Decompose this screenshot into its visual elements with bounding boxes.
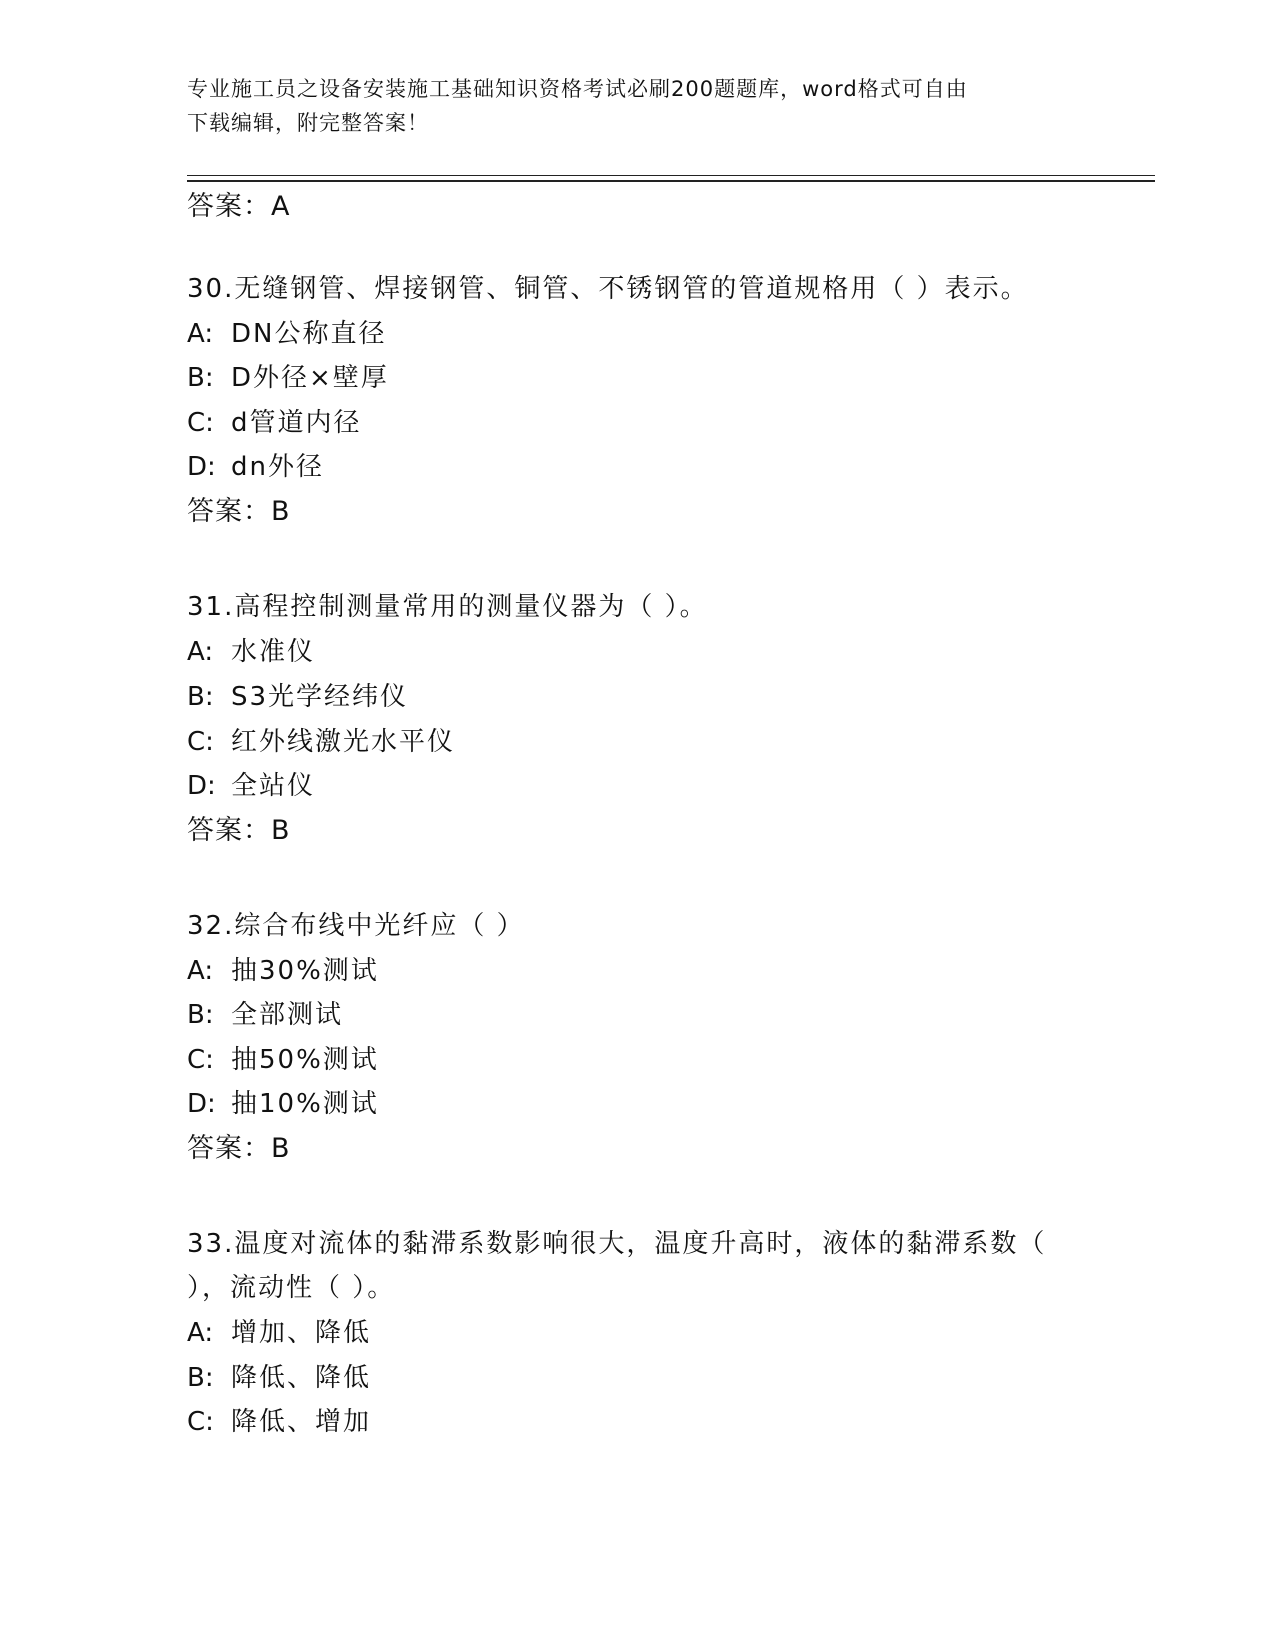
option-text: d管道内径 (231, 408, 362, 438)
question-33-option-b (187, 1361, 371, 1395)
option-text: 降低、增加 (231, 1407, 372, 1437)
option-text: DN公称直径 (231, 319, 387, 349)
answer-q29: 答案：A (187, 191, 291, 222)
option-text: 增加、降低 (231, 1318, 372, 1348)
question-30-option-a (187, 317, 386, 351)
option-key: A: (187, 1318, 214, 1348)
question-33-option-a (187, 1316, 371, 1350)
option-key: B: (187, 1000, 214, 1030)
option-key: B: (187, 682, 214, 712)
option-text: 抽10%测试 (231, 1089, 379, 1119)
option-key: D: (187, 1089, 216, 1119)
question-30-stem: 30.无缝钢管、焊接钢管、铜管、不锈钢管的管道规格用（ ）表示。 (187, 274, 1029, 304)
option-text: 降低、降低 (231, 1363, 372, 1393)
header-divider-thin (187, 175, 1155, 176)
option-key: A: (187, 637, 214, 667)
question-31-option-d (187, 769, 315, 803)
question-31-option-a (187, 635, 315, 669)
answer-q32: 答案：B (187, 1133, 291, 1164)
option-key: C: (187, 727, 214, 757)
answer-q31: 答案：B (187, 815, 291, 846)
option-text: S3光学经纬仪 (231, 682, 409, 712)
question-32-option-a (187, 954, 379, 988)
option-key: A: (187, 956, 214, 986)
question-33-option-c (187, 1405, 371, 1439)
header-divider-thick (187, 180, 1155, 182)
option-text: 抽30%测试 (231, 956, 379, 986)
question-30-option-c (187, 406, 362, 440)
question-32-stem: 32.综合布线中光纤应（ ） (187, 911, 525, 941)
question-32-option-b (187, 998, 343, 1032)
option-text: 水准仪 (231, 637, 316, 667)
option-key: D: (187, 771, 216, 801)
question-33-stem-continued: ），流动性（ ）。 (187, 1273, 396, 1303)
option-text: 全站仪 (231, 771, 316, 801)
question-31-stem: 31.高程控制测量常用的测量仪器为（ ）。 (187, 592, 708, 622)
question-31-option-b (187, 680, 408, 714)
question-33-stem: 33.温度对流体的黏滞系数影响很大，温度升高时，液体的黏滞系数（ (187, 1229, 1047, 1259)
option-text: dn外径 (231, 452, 324, 482)
header-line-2: 下载编辑，附完整答案！ (187, 111, 429, 135)
option-text: 抽50%测试 (231, 1045, 379, 1075)
header-line-1: 专业施工员之设备安装施工基础知识资格考试必刷200题题库，word格式可自由 (187, 77, 968, 101)
option-key: B: (187, 1363, 214, 1393)
option-key: C: (187, 1407, 214, 1437)
question-30-option-d (187, 450, 324, 484)
option-text: 红外线激光水平仪 (231, 727, 456, 757)
answer-q30: 答案：B (187, 496, 291, 527)
option-key: A: (187, 319, 214, 349)
question-31-option-c (187, 725, 455, 759)
option-key: C: (187, 1045, 214, 1075)
option-text: 全部测试 (231, 1000, 344, 1030)
question-32-option-c (187, 1043, 379, 1077)
document-header (187, 72, 1087, 140)
option-key: D: (187, 452, 216, 482)
question-30-option-b (187, 361, 389, 395)
option-key: C: (187, 408, 214, 438)
option-text: D外径×壁厚 (231, 363, 389, 393)
option-key: B: (187, 363, 214, 393)
question-32-option-d (187, 1087, 379, 1121)
